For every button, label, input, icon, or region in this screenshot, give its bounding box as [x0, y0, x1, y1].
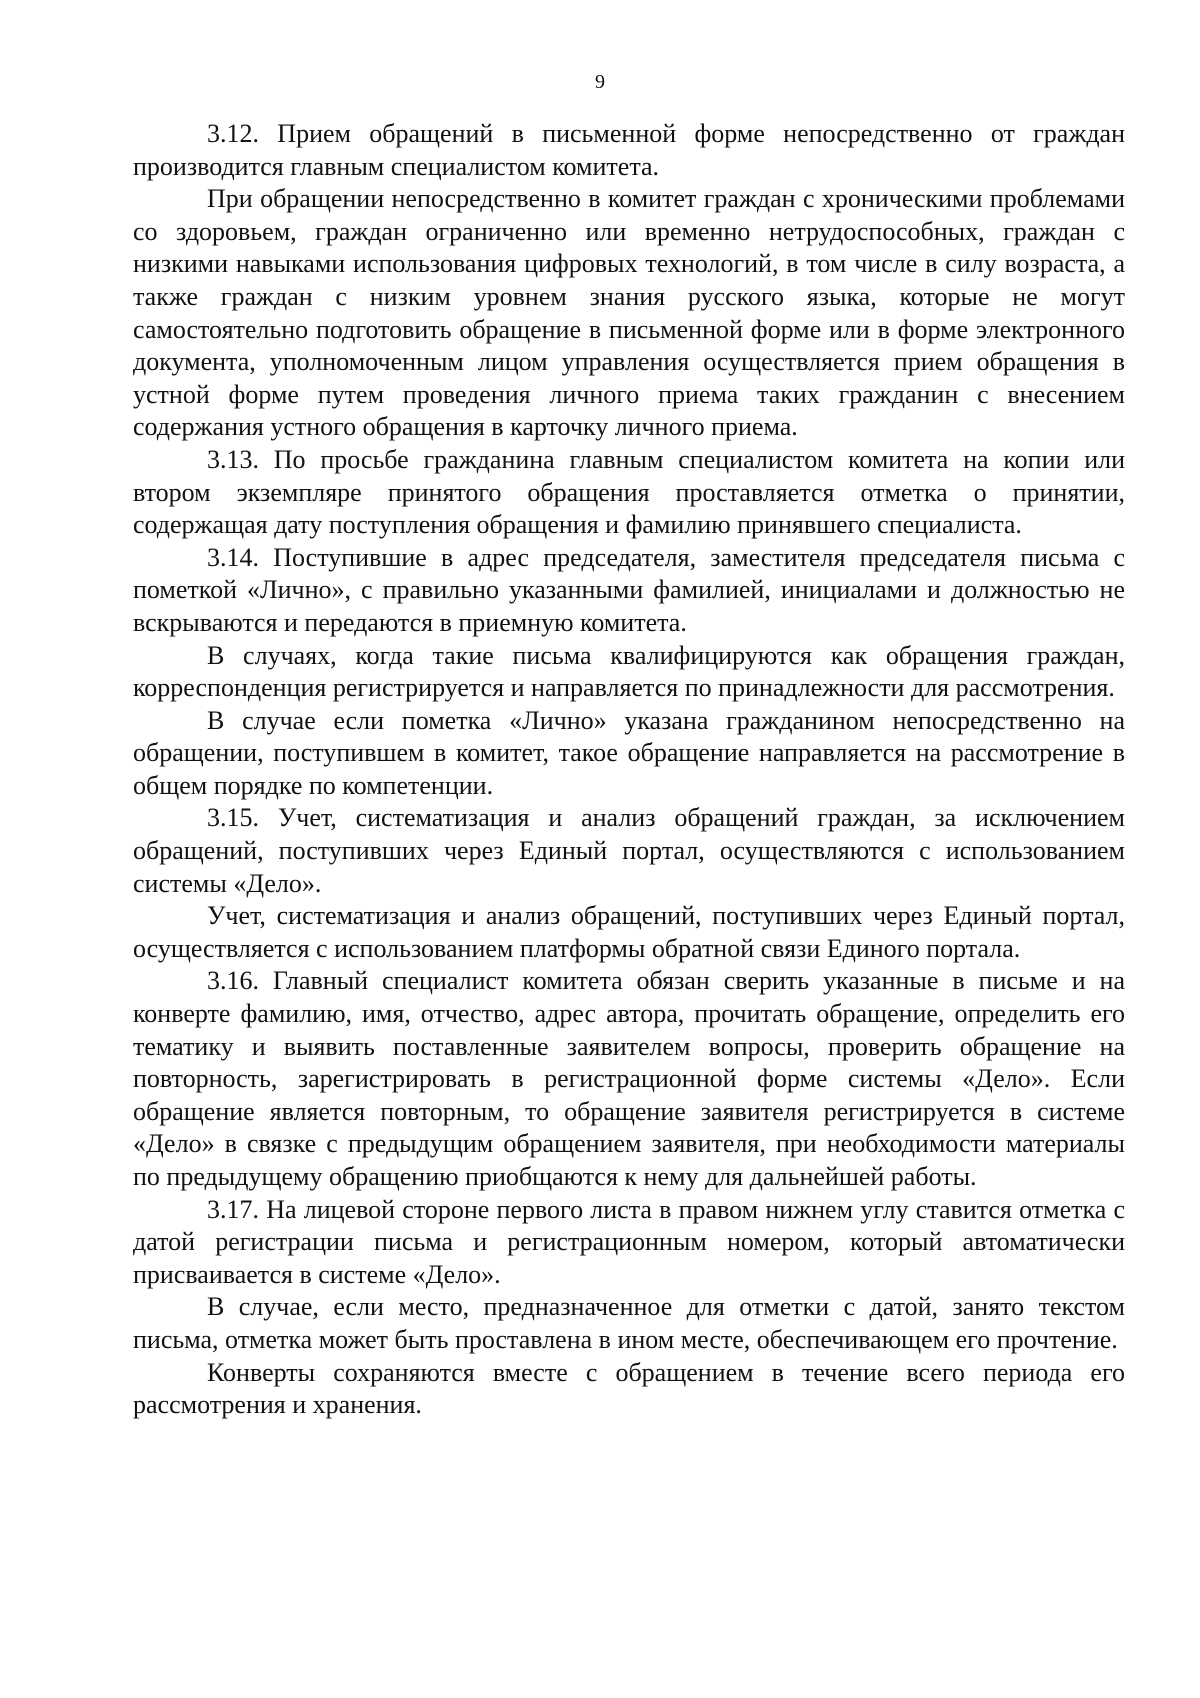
paragraph-3-16: 3.16. Главный специалист комитета обязан сверить указанные в письме и на конверте фамилию, имя, отчество, адрес автора, прочитать обращение, определить его тематику и выявить поставленные заявителем вопросы, проверить обращение на повторность, зарегистрировать в регистрационной форме системы «Дело». Если обращение является повторным, то обращение заявителя регистрируется в системе «Дело» в связке с предыдущим обращением заявителя, при необходимости материалы по предыдущему обращению приобщаются к нему для дальнейшей работы. [133, 966, 1125, 1191]
paragraph-3-14: 3.14. Поступившие в адрес председателя, заместителя председателя письма с пометкой «Лично», с правильно указанными фамилией, инициалами и должностью не вскрываются и передаются в приемную комитета. [133, 542, 1125, 637]
paragraph-letters-qualified: В случаях, когда такие письма квалифицируются как обращения граждан, корреспонденция регистрируется и направляется по принадлежности для рассмотрения. [133, 640, 1125, 703]
paragraph-portal-accounting: Учет, систематизация и анализ обращений, поступивших через Единый портал, осуществляется с использованием платформы обратной связи Единого портала. [133, 901, 1125, 963]
paragraph-3-13: 3.13. По просьбе гражданина главным специалистом комитета на копии или втором экземпляре принятого обращения проставляется отметка о принятии, содержащая дату поступления обращения и фамилию принявшего специалиста. [133, 444, 1125, 540]
paragraph-envelopes: Конверты сохраняются вместе с обращением в течение всего периода его рассмотрения и хранения. [133, 1357, 1125, 1420]
paragraph-3-15: 3.15. Учет, систематизация и анализ обращений граждан, за исключением обращений, поступивших через Единый портал, осуществляются с использованием системы «Дело». [133, 803, 1125, 898]
paragraph-mark-placement: В случае, если место, предназначенное для отметки с датой, занято текстом письма, отметка может быть проставлена в ином месте, обеспечивающем его прочтение. [133, 1292, 1125, 1354]
page-number: 9 [595, 71, 605, 93]
paragraph-oral-appeal: При обращении непосредственно в комитет граждан с хроническими проблемами со здоровьем, граждан ограниченно или временно нетрудоспособных, граждан с низкими навыками использования цифровых технологий, в том числе в силу возраста, а также граждан с низким уровнем знания русского языка, которые не могут самостоятельно подготовить обращение в письменной форме или в форме электронного документа, уполномоченным лицом управления осуществляется прием обращения в устной форме путем проведения личного приема таких гражданин с внесением содержания устного обращения в карточку личного приема. [133, 184, 1125, 442]
paragraph-3-12: 3.12. Прием обращений в письменной форме непосредственно от граждан производится главным специалистом комитета. [133, 119, 1125, 181]
paragraph-personal-mark: В случае если пометка «Лично» указана гражданином непосредственно на обращении, поступившем в комитет, такое обращение направляется на рассмотрение в общем порядке по компетенции. [133, 705, 1125, 800]
paragraph-3-17: 3.17. На лицевой стороне первого листа в правом нижнем углу ставится отметка с датой регистрации письма и регистрационным номером, который автоматически присваивается в системе «Дело». [133, 1194, 1125, 1289]
document-body [133, 118, 1125, 1422]
